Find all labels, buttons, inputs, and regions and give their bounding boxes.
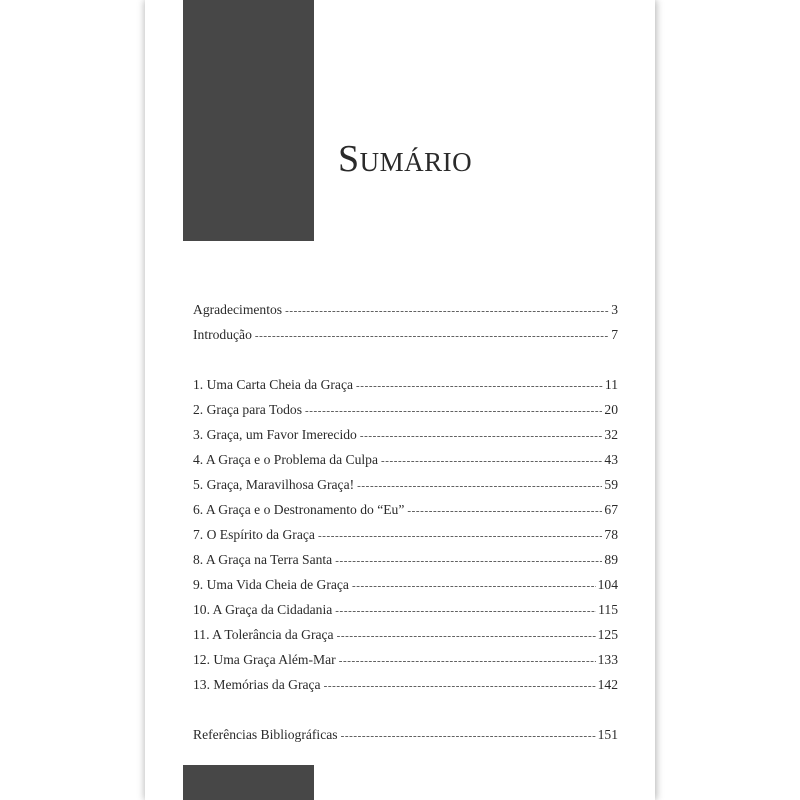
toc-entry-label: 6. A Graça e o Destronamento do “Eu” [193, 502, 405, 517]
toc-entry-page: 89 [604, 552, 618, 567]
toc-leader [255, 324, 609, 349]
toc-entry-label: 5. Graça, Maravilhosa Graça! [193, 477, 355, 492]
toc-entry [193, 472, 618, 497]
table-of-contents [193, 297, 618, 747]
toc-leader [324, 674, 596, 699]
toc-leader [341, 724, 596, 749]
toc-leader [352, 574, 596, 599]
toc-leader [381, 449, 602, 474]
toc-leader [305, 399, 602, 424]
toc-leader [407, 499, 602, 524]
toc-entry-label: 8. A Graça na Terra Santa [193, 552, 333, 567]
toc-leader [339, 649, 596, 674]
toc-entry [193, 447, 618, 472]
toc-leader [357, 474, 602, 499]
toc-leader [356, 374, 603, 399]
toc-entry-label: 4. A Graça e o Problema da Culpa [193, 452, 378, 467]
toc-entry [193, 372, 618, 397]
toc-entry [193, 297, 618, 322]
toc-entry-label: 3. Graça, um Favor Imerecido [193, 427, 357, 442]
toc-entry-label: 11. A Tolerância da Graça [193, 627, 334, 642]
toc-entry-label: 2. Graça para Todos [193, 402, 303, 417]
toc-entry-page: 32 [604, 427, 618, 442]
toc-entry [193, 622, 618, 647]
toc-entry-page: 125 [597, 627, 618, 642]
toc-entry-page: 78 [604, 527, 618, 542]
toc-entry-page: 115 [598, 602, 618, 617]
toc-entry-page: 104 [597, 577, 618, 592]
decorative-block-bottom [183, 765, 314, 800]
toc-entry [193, 547, 618, 572]
toc-entry-page: 11 [604, 377, 618, 392]
toc-entry [193, 722, 618, 747]
decorative-block-top [183, 0, 314, 241]
toc-entry-page: 133 [597, 652, 618, 667]
toc-leader [285, 299, 609, 324]
toc-entry [193, 672, 618, 697]
toc-entry [193, 597, 618, 622]
toc-entry [193, 572, 618, 597]
toc-leader [337, 624, 596, 649]
toc-entry-page: 67 [604, 502, 618, 517]
toc-entry-label: Agradecimentos [193, 302, 283, 317]
toc-entry-page: 43 [604, 452, 618, 467]
toc-entry-label: 1. Uma Carta Cheia da Graça [193, 377, 354, 392]
toc-entry-label: 7. O Espírito da Graça [193, 527, 315, 542]
toc-entry-page: 3 [611, 302, 618, 317]
toc-entry-label: Referências Bibliográficas [193, 727, 338, 742]
toc-leader [360, 424, 603, 449]
toc-entry-label: Introdução [193, 327, 252, 342]
toc-leader [335, 599, 596, 624]
toc-entry [193, 522, 618, 547]
page-title: Sumário [338, 138, 473, 180]
toc-entry-page: 142 [597, 677, 618, 692]
toc-entry [193, 647, 618, 672]
toc-entry-label: 9. Uma Vida Cheia de Graça [193, 577, 349, 592]
toc-entry [193, 497, 618, 522]
toc-entry-page: 7 [611, 327, 618, 342]
toc-entry-page: 20 [604, 402, 618, 417]
toc-entry-page: 59 [604, 477, 618, 492]
toc-entry-label: 10. A Graça da Cidadania [193, 602, 333, 617]
toc-leader [318, 524, 602, 549]
toc-entry-label: 12. Uma Graça Além-Mar [193, 652, 336, 667]
toc-leader [335, 549, 602, 574]
toc-entry [193, 322, 618, 347]
toc-entry [193, 397, 618, 422]
toc-entry [193, 422, 618, 447]
toc-entry-page: 151 [597, 727, 618, 742]
toc-entry-label: 13. Memórias da Graça [193, 677, 321, 692]
